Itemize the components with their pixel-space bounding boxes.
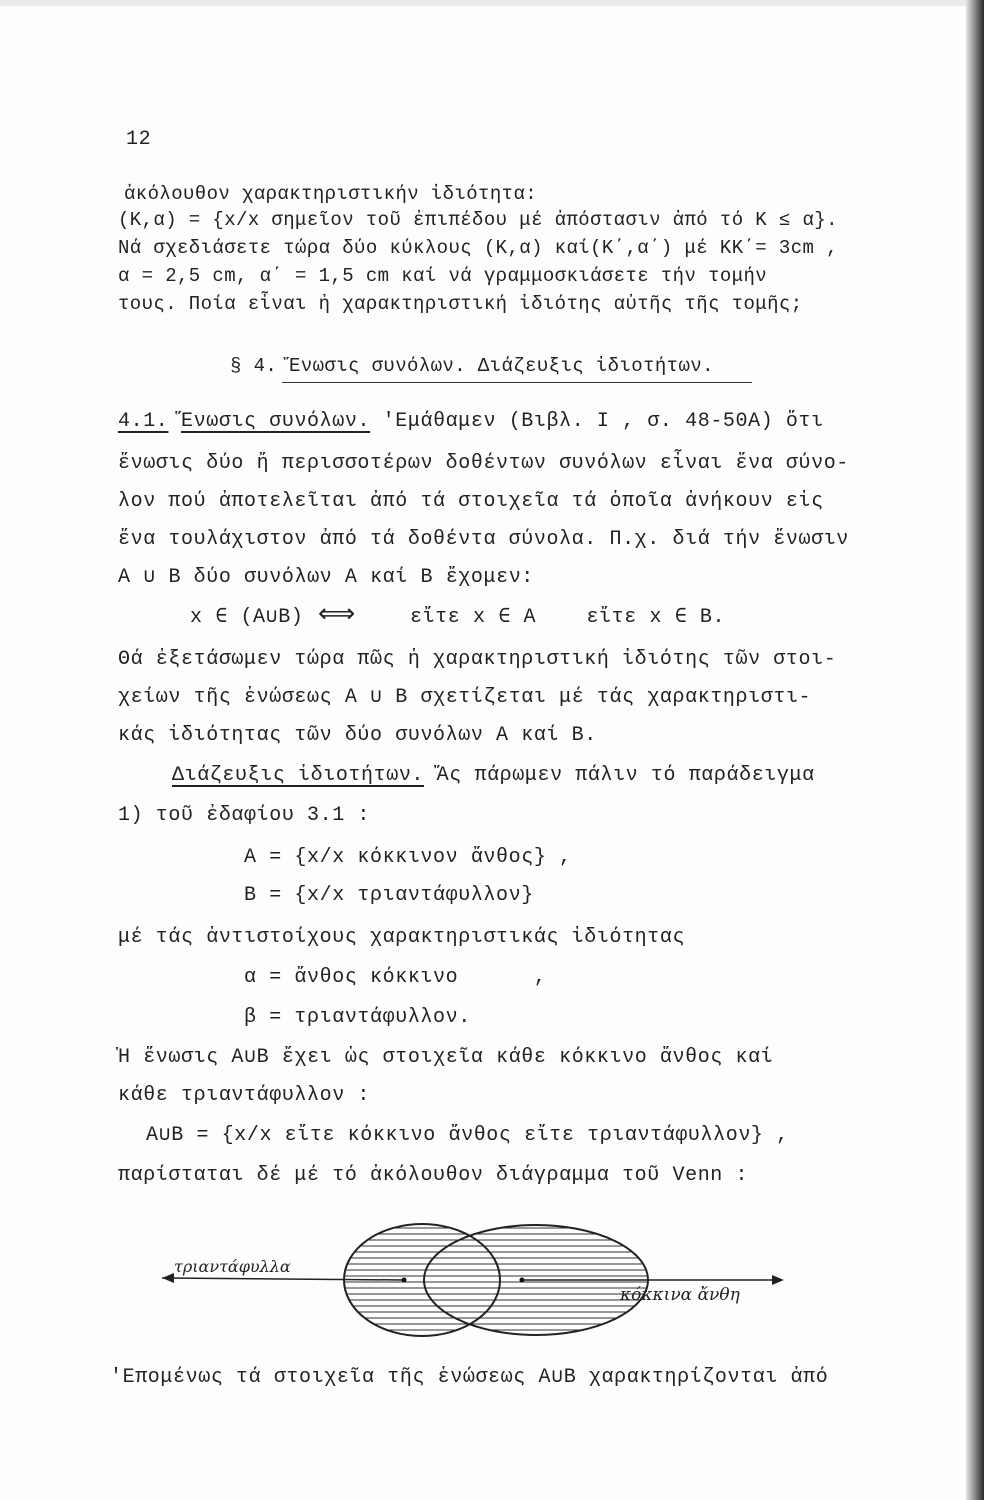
final-line: 'Επομένως τά στοιχεῖα τῆς ἑνώσεως Α∪Β χαρακτηρίζονται ἀπό <box>110 1366 829 1389</box>
venn-hatching-right <box>420 1228 660 1336</box>
equivalence-left: x ∈ (A∪B) <box>190 606 304 629</box>
intro-line-1: ἀκόλουθον χαρακτηριστικήν ἰδιότητα: <box>124 183 538 205</box>
scan-edge-top <box>0 0 984 6</box>
intro-line-5: τους. Ποία εἶναι ἡ χαρακτηριστική ἰδιότης αὐτῆς τῆς τομῆς; <box>118 293 803 315</box>
subsection-number: 4.1. <box>118 410 169 433</box>
disjunction-line-2: 1) τοῦ ἐδαφίου 3.1 : <box>118 804 371 827</box>
venn-intro: παρίσταται δέ μέ τό ἀκόλουθον διάγραμμα τοῦ Venn : <box>118 1164 749 1187</box>
venn-label-roses: τριαντάφυλλα <box>174 1257 291 1276</box>
set-b-definition: Β = {x/x τριαντάφυλλον} <box>244 884 534 907</box>
venn-arrow-right-head <box>772 1275 784 1285</box>
intro-line-4: α = 2,5 cm, α΄ = 1,5 cm καί νά γραμμοσκιάσετε τήν τομήν <box>118 265 768 287</box>
section-heading: § 4. Ἕνωσις συνόλων. Διάζευξις ἰδιοτήτων. <box>230 355 714 377</box>
disjunction-line <box>172 764 815 788</box>
intro-line-3: Νά σχεδιάσετε τώρα δύο κύκλους (Κ,α) καί(Κ΄,α΄) μέ ΚΚ΄= 3cm , <box>118 237 838 259</box>
paragraph1-line-4: Α ∪ Β δύο συνόλων Α καί Β ἔχομεν: <box>118 566 534 589</box>
venn-arrow-left-line <box>162 1278 404 1280</box>
subsection-title: Ἕνωσις συνόλων. <box>181 410 371 433</box>
union-formula: Α∪Β = {x/x εἴτε κόκκινο ἄνθος εἴτε τριαντάφυλλον} , <box>146 1124 789 1147</box>
subsection-first-line: 'Εμάθαμεν (Βιβλ. Ι , σ. 48-50Α) ὅτι <box>382 410 824 433</box>
union-line-2: κάθε τριαντάφυλλον : <box>118 1084 371 1107</box>
page-number: 12 <box>126 128 152 151</box>
paragraph2-line-1: Θά ἐξετάσωμεν τώρα πῶς ἡ χαρακτηριστική ἰδιότης τῶν στοι- <box>118 648 837 671</box>
union-line-1: Ἡ ἕνωσις Α∪Β ἔχει ὡς στοιχεῖα κάθε κόκκινο ἄνθος καί <box>118 1046 774 1069</box>
disjunction-title: Διάζευξις ἰδιοτήτων. <box>172 764 425 787</box>
intro-line-2: (Κ,α) = {x/x σημεῖον τοῦ ἐπιπέδου μέ ἀπόστασιν ἀπό τό Κ ≤ α}. <box>118 209 838 231</box>
equivalence-right: εἴτε x ∈ A εἴτε x ∈ B. <box>410 606 726 629</box>
paragraph1-line-3: ἕνα τουλάχιστον ἀπό τά δοθέντα σύνολα. Π.χ. διά τήν ἕνωσιν <box>118 528 849 551</box>
paragraph1-line-2: λον πού ἀποτελεῖται ἀπό τά στοιχεῖα τά ὁποῖα ἀνήκουν εἰς <box>118 490 824 513</box>
equivalence-arrow: ⟺ <box>318 599 356 629</box>
paragraph2-line-3: κάς ἰδιότητας τῶν δύο συνόλων Α καί Β. <box>118 724 597 747</box>
property-alpha: α = ἄνθος κόκκινο , <box>244 966 547 989</box>
scan-edge-right <box>966 0 984 1500</box>
property-beta: β = τριαντάφυλλον. <box>244 1006 471 1029</box>
paragraph1-line-1: ἕνωσις δύο ἤ περισσοτέρων δοθέντων συνόλων εἶναι ἕνα σύνο- <box>118 452 849 475</box>
venn-diagram <box>160 1218 800 1348</box>
venn-arrow-left-head <box>162 1273 174 1283</box>
properties-intro: μέ τάς ἀντιστοίχους χαρακτηριστικάς ἰδιότητας <box>118 926 686 949</box>
subsection-line <box>118 410 824 434</box>
disjunction-rest: Ἄς πάρωμεν πάλιν τό παράδειγμα <box>436 764 815 787</box>
set-a-definition: Α = {x/x κόκκινον ἄνθος} , <box>244 846 572 869</box>
paragraph2-line-2: χείων τῆς ἑνώσεως Α ∪ Β σχετίζεται μέ τάς χαρακτηριστι- <box>118 686 812 709</box>
venn-label-red-flowers: κόκκινα ἄνθη <box>620 1285 740 1305</box>
section-heading-underline <box>282 382 752 383</box>
